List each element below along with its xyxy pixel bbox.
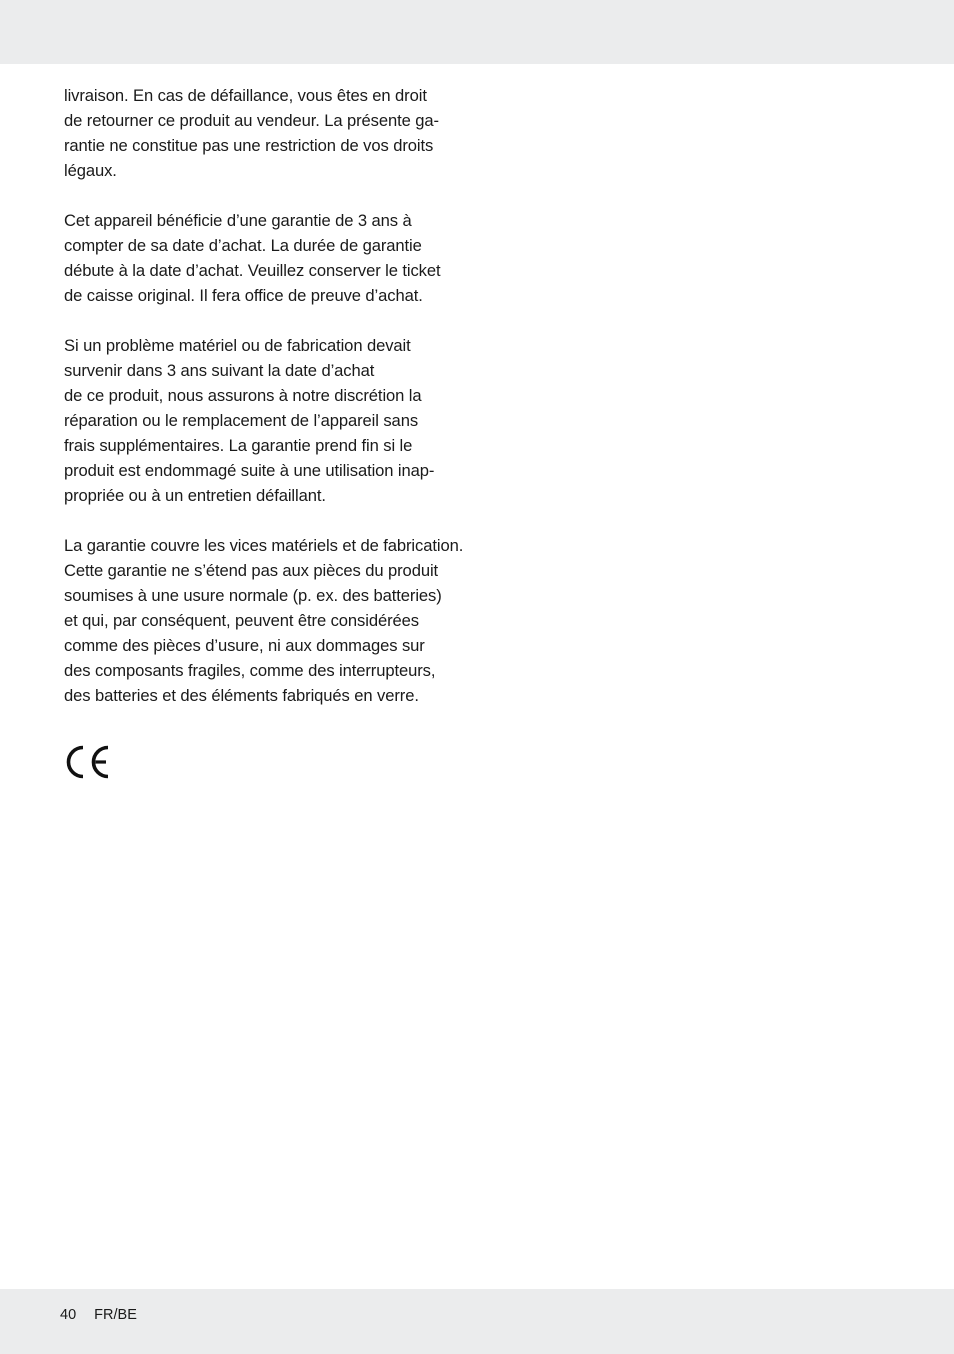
page-number: 40	[60, 1307, 77, 1323]
page-footer	[60, 1305, 137, 1325]
paragraph-delivery-rights	[64, 83, 469, 183]
text-line: rantie ne constitue pas une restriction de vos droits	[64, 136, 434, 155]
text-line: de caisse original. Il fera office de preuve d’achat.	[64, 286, 423, 305]
text-line: produit est endommagé suite à une utilisation inap-	[64, 461, 435, 480]
text-line: survenir dans 3 ans suivant la date d’achat	[64, 361, 375, 380]
locale-label: FR/BE	[94, 1307, 137, 1323]
paragraph-warranty-coverage	[64, 533, 469, 708]
text-line: Cet appareil bénéficie d’une garantie de 3 ans à	[64, 211, 412, 230]
header-band	[0, 0, 954, 64]
warranty-text	[64, 83, 469, 733]
paragraph-warranty-period	[64, 208, 469, 308]
text-line: soumises à une usure normale (p. ex. des batteries)	[64, 586, 442, 605]
text-line: compter de sa date d’achat. La durée de garantie	[64, 236, 422, 255]
paragraph-repair-replacement	[64, 333, 469, 508]
footer-band	[0, 1289, 954, 1354]
text-line: de retourner ce produit au vendeur. La présente ga-	[64, 111, 439, 130]
text-line: Cette garantie ne s’étend pas aux pièces du produit	[64, 561, 439, 580]
text-line: légaux.	[64, 161, 117, 180]
text-line: des composants fragiles, comme des interrupteurs,	[64, 661, 436, 680]
text-line: et qui, par conséquent, peuvent être considérées	[64, 611, 419, 630]
text-line: frais supplémentaires. La garantie prend fin si le	[64, 436, 413, 455]
text-line: des batteries et des éléments fabriqués en verre.	[64, 686, 419, 705]
text-line: livraison. En cas de défaillance, vous êtes en droit	[64, 86, 427, 105]
text-line: propriée ou à un entretien défaillant.	[64, 486, 326, 505]
text-line: débute à la date d’achat. Veuillez conserver le ticket	[64, 261, 441, 280]
text-line: de ce produit, nous assurons à notre discrétion la	[64, 386, 422, 405]
text-line: Si un problème matériel ou de fabrication devait	[64, 336, 411, 355]
text-line: La garantie couvre les vices matériels et de fabrication.	[64, 536, 464, 555]
text-line: comme des pièces d’usure, ni aux dommages sur	[64, 636, 425, 655]
text-line: réparation ou le remplacement de l’appareil sans	[64, 411, 419, 430]
ce-mark-icon	[64, 745, 110, 779]
